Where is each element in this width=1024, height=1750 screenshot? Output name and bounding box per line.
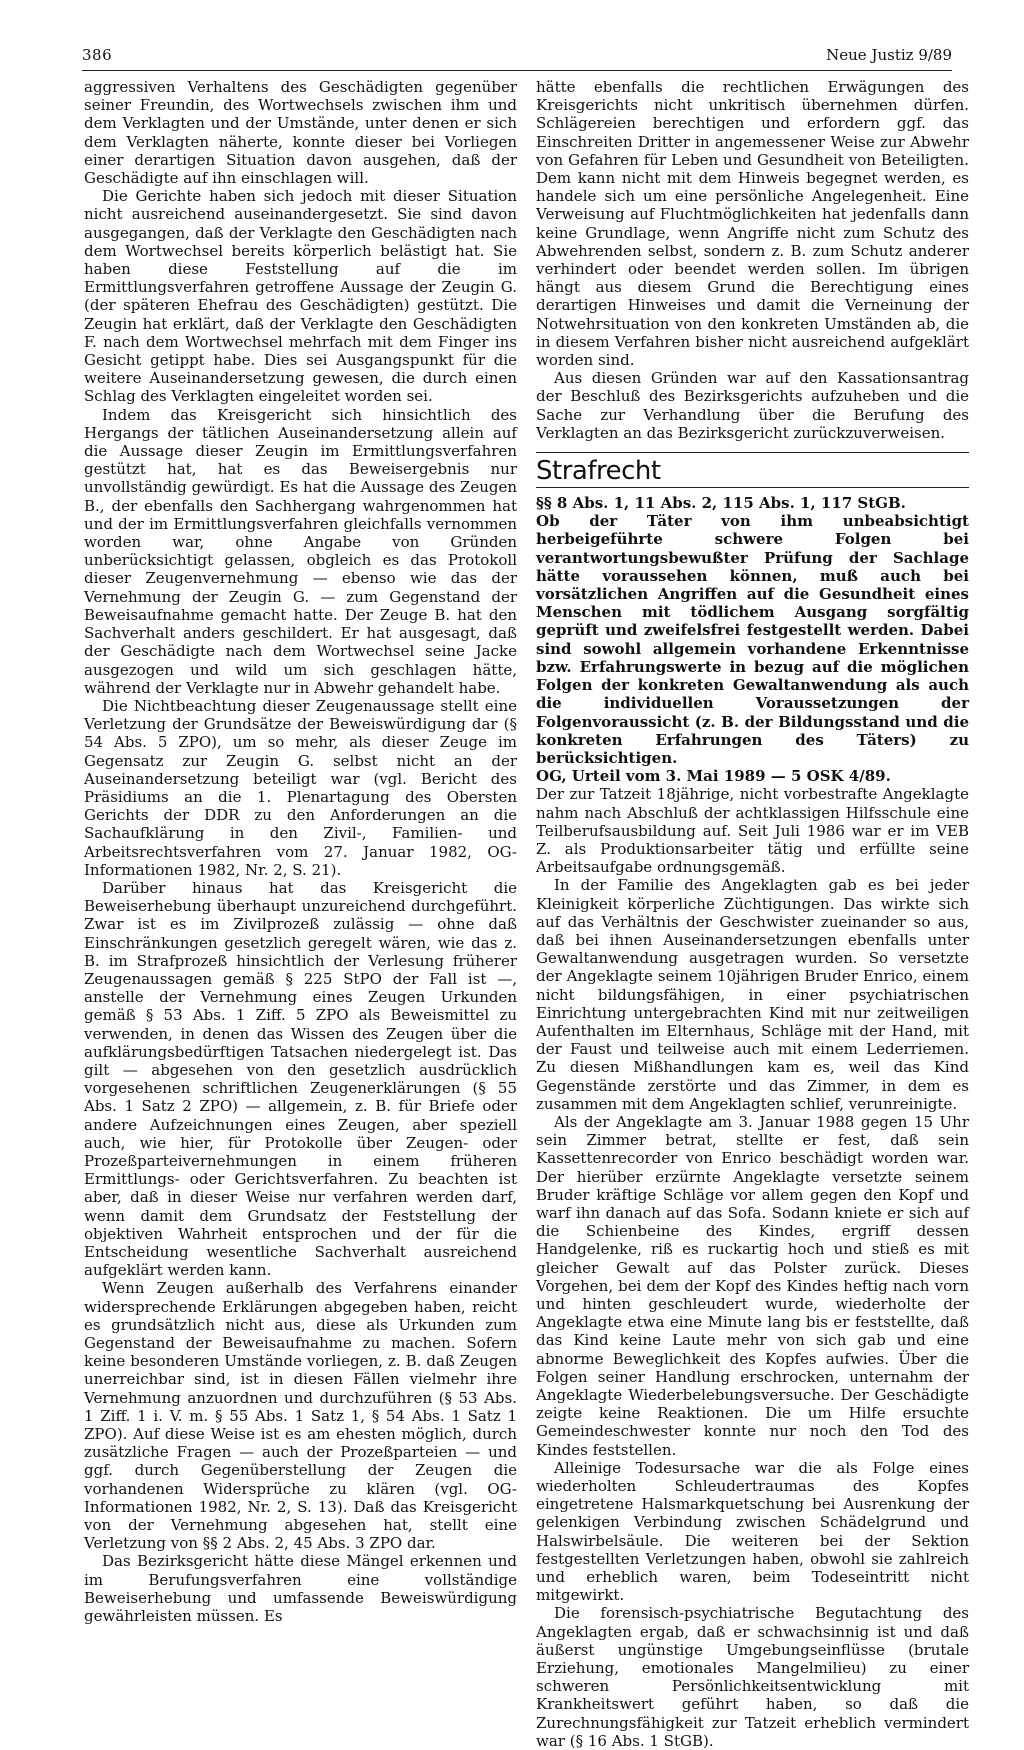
left-column [84,78,517,1625]
paragraph: Aus diesen Gründen war auf den Kassationsantrag der Beschluß des Bezirksgerichts aufzuheben und die Sache zur Verhandlung über die Berufung des Verklagten an das Bezirksgericht zurückzuverweisen. [536,369,969,442]
law-reference: §§ 8 Abs. 1, 11 Abs. 2, 115 Abs. 1, 117 StGB. [536,494,906,513]
paragraph: Als der Angeklagte am 3. Januar 1988 gegen 15 Uhr sein Zimmer betrat, stellte er fest, daß sein Kassettenrecorder von Enrico beschädigt worden war. Der hierüber erzürnte Angeklagte versetzte seinem Bruder kräftige Schläge vor allem gegen den Kopf und warf ihn danach auf das Sofa. Sodann kniete er sich auf die Schienbeine des Kindes, ergriff dessen Handgelenke, riß es ruckartig hoch und stieß es mit gleicher Gewalt auf das Polster zurück. Dieses Vorgehen, bei dem der Kopf des Kindes heftig nach vorn und hinten geschleudert wurde, wiederholte der Angeklagte etwa eine Minute lang bis er feststellte, daß das Kind keine Laute mehr von sich gab und eine abnorme Beweglichkeit des Kopfes aufwies. Über die Folgen seiner Handlung erschrocken, unternahm der Angeklagte Wiederbelebungsversuche. Der Geschädigte zeigte keine Reaktionen. Die um Hilfe ersuchte Gemeindeschwester konnte nur noch den Tod des Kindes feststellen. [536,1112,969,1459]
paragraph: Der zur Tatzeit 18jährige, nicht vorbestrafte Angeklagte nahm nach Abschluß der achtklassigen Hilfsschule eine Teilberufsausbildung auf. Seit Juli 1986 war er im VEB Z. als Produktionsarbeiter tätig und erfüllte seine Arbeitsaufgabe ordnungsgemäß. [536,785,969,877]
paragraph: Indem das Kreisgericht sich hinsichtlich des Hergangs der tätlichen Auseinandersetzung allein auf die Aussage dieser Zeugin im Ermittlungsverfahren gestützt hat, hat es das Beweisergebnis nur unvollständig gewürdigt. Es hat die Aussage des Zeugen B., der ebenfalls den Sachhergang wahrgenommen hat und der im Ermittlungsverfahren gleichfalls vernommen worden war, ohne Angabe von Gründen unberücksichtigt gelassen, obgleich es das Protokoll dieser Zeugenvernehmung — ebenso wie das der Vernehmung der Zeugin G. — zum Gegenstand der Beweisaufnahme gemacht hatte. Der Zeuge B. hat den Sachverhalt anders geschildert. Er hat ausgesagt, daß der Geschädigte nach dem Wortwechsel seine Jacke ausgezogen und wild um sich geschlagen hätte, während der Verklagte nur in Abwehr gehandelt habe. [84,405,517,697]
headnote: Ob der Täter von ihm unbeabsichtigt herbeigeführte schwere Folgen bei verantwortungsbewußter Prüfung der Sachlage hätte voraussehen können, muß auch bei vorsätzlichen Angriffen auf die Gesundheit eines Menschen mit tödlichem Ausgang sorgfältig geprüft und zweifelsfrei festgestellt werden. Dabei sind sowohl allgemein vorhandene Erkenntnisse bzw. Erfahrungswerte in bezug auf die möglichen Folgen der konkreten Gewaltanwendung als auch die individuellen Voraussetzungen der Folgenvoraussicht (z. B. der Bildungsstand und die konkreten Erfahrungen des Täters) zu berücksichtigen. [536,512,969,767]
section-heading-box [536,452,969,488]
paragraph: Die forensisch-psychiatrische Begutachtung des Angeklagten ergab, daß er schwachsinnig ist und daß äußerst ungünstige Umgebungseinflüsse (brutale Erziehung, emotionales Mangelmilieu) zu einer schweren Persönlichkeitsentwicklung mit Krankheitswert geführt haben, so daß die Zurechnungsfähigkeit zur Tatzeit erheblich vermindert war (§ 16 Abs. 1 StGB). [536,1604,969,1750]
paragraph: aggressiven Verhaltens des Geschädigten gegenüber seiner Freundin, des Wortwechsels zwischen ihm und dem Verklagten und der Umstände, unter denen er sich dem Verklagten näherte, konnte dieser bei Vorliegen einer derartigen Situation davon ausgehen, daß der Geschädigte auf ihn einschlagen will. [84,78,517,188]
header-rule [82,70,952,71]
page-header [82,46,952,70]
paragraph: Die Nichtbeachtung dieser Zeugenaussage stellt eine Verletzung der Grundsätze der Beweiswürdigung dar (§ 54 Abs. 5 ZPO), um so mehr, als dieser Zeuge im Gegensatz zur Zeugin G. selbst nicht an der Auseinandersetzung beteiligt war (vgl. Bericht des Präsidiums an die 1. Plenartagung des Obersten Gerichts der DDR zu den Anforderungen an die Sachaufklärung in den Zivil-, Familien- und Arbeitsrechtsverfahren vom 27. Januar 1982, OG-Informationen 1982, Nr. 2, S. 21). [84,696,517,879]
paragraph: Alleinige Todesursache war die als Folge eines wiederholten Schleudertraumas des Kopfes eingetretene Halsmarkquetschung bei Ausrenkung der gelenkigen Verbindung zwischen Schädelgrund und Halswirbelsäule. Die weiteren bei der Sektion festgestellten Verletzungen haben, obwohl sie zahlreich und erheblich waren, beim Todeseintritt nicht mitgewirkt. [536,1458,969,1605]
paragraph: Wenn Zeugen außerhalb des Verfahrens einander widersprechende Erklärungen abgegeben haben, reicht es grundsätzlich nicht aus, diese als Urkunden zum Gegenstand der Beweisaufnahme zu machen. Sofern keine besonderen Umstände vorliegen, z. B. daß Zeugen unerreichbar sind, ist in diesen Fällen vielmehr ihre Vernehmung anzuordnen und durchzuführen (§ 53 Abs. 1 Ziff. 1 i. V. m. § 55 Abs. 1 Satz 1, § 54 Abs. 1 Satz 1 ZPO). Auf diese Weise ist es am ehesten möglich, durch zusätzliche Fragen — auch der Prozeßparteien — und ggf. durch Gegenüberstellung der Zeugen die vorhandenen Widersprüche zu klären (vgl. OG-Informationen 1982, Nr. 2, S. 13). Daß das Kreisgericht von der Vernehmung abgesehen hat, stellt eine Verletzung von §§ 2 Abs. 2, 45 Abs. 3 ZPO dar. [84,1279,517,1553]
journal-title: Neue Justiz 9/89 [826,46,952,64]
paragraph: In der Familie des Angeklagten gab es bei jeder Kleinigkeit körperliche Züchtigungen. Das wirkte sich auf das Verhältnis der Geschwister zueinander so aus, daß bei ihnen Auseinandersetzungen ebenfalls unter Gewaltanwendung ausgetragen wurden. So versetzte der Angeklagte seinem 10jährigen Bruder Enrico, einem nicht bildungsfähigen, in einer psychiatrischen Einrichtung untergebrachten Kind mit nur zeitweiligen Aufenthalten im Elternhaus, Schläge mit der Hand, mit der Faust und teilweise auch mit einem Lederriemen. Zu diesen Mißhandlungen kam es, weil das Kind Gegenstände zerstörte und das Zimmer, in dem es zusammen mit dem Angeklagten schlief, verunreinigte. [536,876,969,1113]
paragraph: Die Gerichte haben sich jedoch mit dieser Situation nicht ausreichend auseinandergesetzt. Sie sind davon ausgegangen, daß der Verklagte den Geschädigten nach dem Wortwechsel bereits körperlich belästigt hat. Sie haben diese Feststellung auf die im Ermittlungsverfahren getroffene Aussage der Zeugin G. (der späteren Ehefrau des Geschädigten) gestützt. Die Zeugin hat erklärt, daß der Verklagte den Geschädigten F. nach dem Wortwechsel mehrfach mit dem Finger ins Gesicht getippt habe. Dies sei Ausgangspunkt für die weitere Auseinandersetzung gewesen, die durch einen Schlag des Verklagten eingeleitet worden sei. [84,187,517,406]
court-reference: OG, Urteil vom 3. Mai 1989 — 5 OSK 4/89. [536,767,891,786]
right-column [536,78,969,1750]
page-number: 386 [82,46,113,64]
section-title: Strafrecht [536,456,661,487]
paragraph: Darüber hinaus hat das Kreisgericht die Beweiserhebung überhaupt unzureichend durchgeführt. Zwar ist es im Zivilprozeß zulässig — ohne daß Einschränkungen gesetzlich geregelt wären, wie das z. B. im Strafprozeß hinsichtlich der Verlesung früherer Zeugenaussagen gemäß § 225 StPO der Fall ist —, anstelle der Vernehmung eines Zeugen Urkunden gemäß § 53 Abs. 1 Ziff. 5 ZPO als Beweismittel zu verwenden, in denen das Wissen des Zeugen über die aufklärungsbedürftigen Tatsachen niedergelegt ist. Das gilt — abgesehen von den gesetzlich ausdrücklich vorgesehenen schriftlichen Zeugenerklärungen (§ 55 Abs. 1 Satz 2 ZPO) — allgemein, z. B. für Briefe oder andere Aufzeichnungen eines Zeugen, aber speziell auch, wie hier, für Protokolle über Zeugen- oder Prozeßparteivernehmungen in einem früheren Ermittlungs- oder Gerichtsverfahren. Zu beachten ist aber, daß in dieser Weise nur verfahren werden darf, wenn damit dem Grundsatz der Feststellung der objektiven Wahrheit entsprochen und der für die Entscheidung wesentliche Sachverhalt ausreichend aufgeklärt werden kann. [84,878,517,1280]
paragraph: hätte ebenfalls die rechtlichen Erwägungen des Kreisgerichts nicht unkritisch übernehmen dürfen. Schlägereien berechtigen und erfordern ggf. das Einschreiten Dritter in angemessener Weise zur Abwehr von Gefahren für Leben und Gesundheit von Beteiligten. Dem kann nicht mit dem Hinweis begegnet werden, es handele sich um eine persönliche Angelegenheit. Eine Verweisung auf Fluchtmöglichkeiten hat jedenfalls dann keine Grundlage, wenn Angriffe nicht zum Schutz des Abwehrenden selbst, sondern z. B. zum Schutz anderer verhindert oder beendet werden sollen. Im übrigen hängt aus diesem Grund die Berechtigung eines derartigen Hinweises und damit die Verneinung der Notwehrsituation von den konkreten Umständen ab, die in diesem Verfahren bisher nicht ausreichend aufgeklärt worden sind. [536,78,969,370]
paragraph: Das Bezirksgericht hätte diese Mängel erkennen und im Berufungsverfahren eine vollständige Beweiserhebung und umfassende Beweiswürdigung gewährleisten müssen. Es [84,1552,517,1626]
